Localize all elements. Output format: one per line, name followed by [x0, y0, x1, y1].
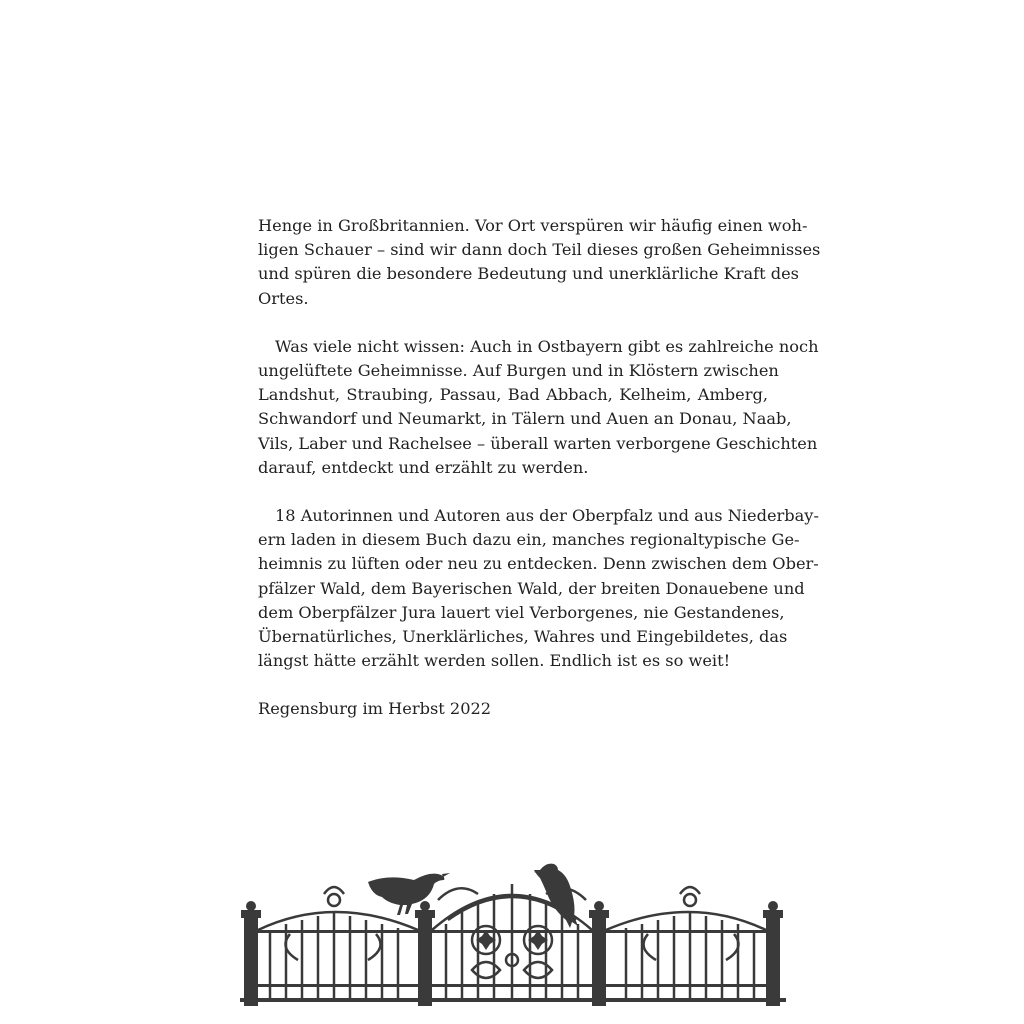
- text-line: 18 Autorinnen und Autoren aus der Oberpfalz und aus Niederbay-: [275, 506, 819, 526]
- iron-gate-with-ravens-icon: [238, 860, 788, 1010]
- text-line: ligen Schauer – sind wir dann doch Teil dieses großen Geheimnisses: [258, 240, 821, 260]
- text-line: Was viele nicht wissen: Auch in Ostbayern gibt es zahlreiche noch: [275, 336, 819, 356]
- paragraph-gap: [258, 311, 768, 335]
- paragraph-gap: [258, 480, 768, 504]
- text-line: Landshut, Straubing, Passau, Bad Abbach, Kelheim, Amberg,: [258, 385, 768, 405]
- text-line: Ortes.: [258, 288, 309, 308]
- text-line: Henge in Großbritannien. Vor Ort verspüren wir häufig einen woh-: [258, 216, 808, 235]
- text-line: pfälzer Wald, dem Bayerischen Wald, der breiten Donauebene und: [258, 578, 805, 598]
- paragraph: [258, 504, 819, 673]
- text-line: Übernatürliches, Unerklärliches, Wahres und Eingebildetes, das: [258, 627, 788, 647]
- text-line: Schwandorf und Neumarkt, in Tälern und Auen an Donau, Naab,: [258, 409, 792, 429]
- text-line: längst hätte erzählt werden sollen. Endlich ist es so weit!: [258, 651, 731, 671]
- text-line: und spüren die besondere Bedeutung und unerklärliche Kraft des: [258, 264, 799, 284]
- text-line: dem Oberpfälzer Jura lauert viel Verborgenes, nie Gestandenes,: [258, 602, 785, 622]
- body-text: [258, 214, 821, 722]
- text-line: ungelüftete Geheimnisse. Auf Burgen und in Klöstern zwischen: [258, 361, 779, 381]
- paragraph-gap: [258, 673, 768, 697]
- paragraph: [258, 697, 768, 721]
- paragraph: [258, 214, 821, 311]
- text-line: Regensburg im Herbst 2022: [258, 699, 492, 719]
- text-line: darauf, entdeckt und erzählt zu werden.: [258, 457, 589, 477]
- text-line: heimnis zu lüften oder neu zu entdecken. Denn zwischen dem Ober-: [258, 554, 819, 574]
- text-line: Vils, Laber und Rachelsee – überall warten verborgene Geschichten: [258, 433, 818, 453]
- paragraph: [258, 335, 819, 480]
- text-line: ern laden in diesem Buch dazu ein, manches regionaltypische Ge-: [258, 530, 800, 550]
